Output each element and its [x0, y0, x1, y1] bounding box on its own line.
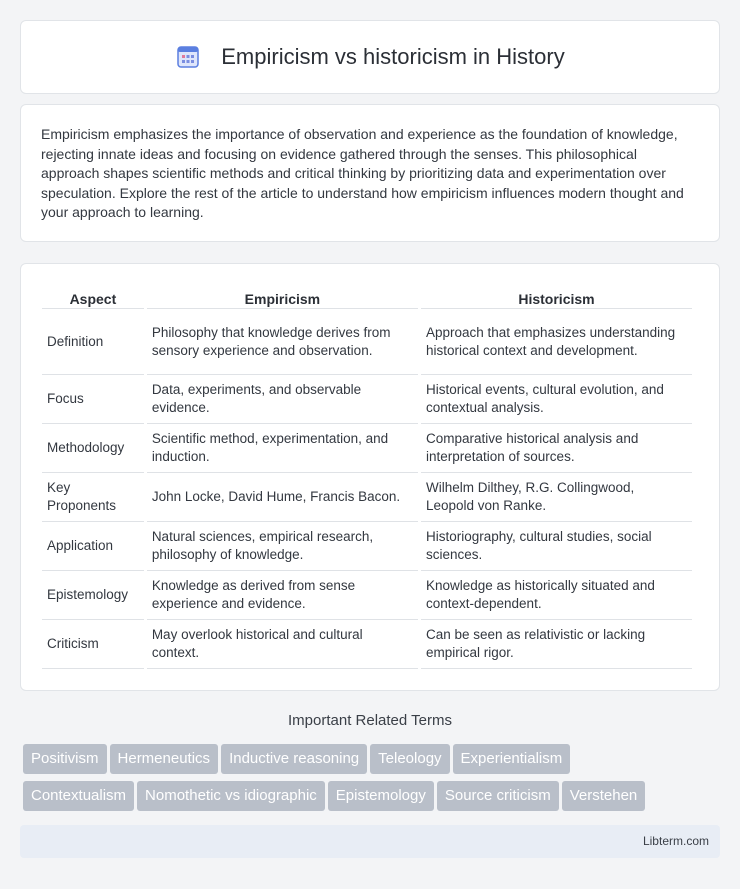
- row-aspect: Definition: [42, 309, 144, 375]
- related-terms-list: [23, 744, 723, 818]
- intro-text: Empiricism emphasizes the importance of observation and experience as the foundation of knowledge, rejecting innate ideas and focusing on evidence gathered through the senses. This philosophical approach shapes scientific methods and critical thinking by prioritizing data and experimentation over speculation. Explore the rest of the article to understand how empiricism influences modern thought and your approach to learning.: [41, 126, 684, 220]
- term-tag[interactable]: Source criticism: [437, 781, 559, 811]
- row-aspect: Application: [42, 522, 144, 571]
- intro-card: [20, 104, 720, 242]
- term-tag[interactable]: Contextualism: [23, 781, 134, 811]
- footer: [20, 825, 720, 858]
- table-row: [42, 473, 692, 522]
- term-tag[interactable]: Experientialism: [453, 744, 571, 774]
- page-title: Empiricism vs historicism in History: [221, 44, 565, 69]
- row-empiricism: Philosophy that knowledge derives from sensory experience and observation.: [147, 309, 418, 375]
- row-empiricism: John Locke, David Hume, Francis Bacon.: [147, 473, 418, 522]
- row-empiricism: Data, experiments, and observable evidence.: [147, 375, 418, 424]
- term-tag[interactable]: Nomothetic vs idiographic: [137, 781, 325, 811]
- table-row: [42, 424, 692, 473]
- term-tag[interactable]: Verstehen: [562, 781, 646, 811]
- table-row: [42, 375, 692, 424]
- row-historicism: Approach that emphasizes understanding historical context and development.: [421, 309, 692, 375]
- comparison-table: [39, 284, 695, 669]
- term-tag[interactable]: Epistemology: [328, 781, 434, 811]
- row-empiricism: Scientific method, experimentation, and induction.: [147, 424, 418, 473]
- row-aspect: Key Proponents: [42, 473, 144, 522]
- related-terms-title: Important Related Terms: [288, 712, 452, 729]
- term-tag[interactable]: Teleology: [370, 744, 449, 774]
- calendar-icon: [175, 44, 201, 70]
- row-empiricism: Knowledge as derived from sense experience and evidence.: [147, 571, 418, 620]
- row-historicism: Historiography, cultural studies, social sciences.: [421, 522, 692, 571]
- row-aspect: Epistemology: [42, 571, 144, 620]
- footer-site-link[interactable]: Libterm.com: [642, 834, 709, 848]
- header-empiricism: Empiricism: [147, 284, 418, 309]
- table-row: [42, 522, 692, 571]
- term-tag[interactable]: Hermeneutics: [110, 744, 219, 774]
- table-row: [42, 620, 692, 669]
- comparison-card: [20, 263, 720, 691]
- row-empiricism: May overlook historical and cultural context.: [147, 620, 418, 669]
- header-historicism: Historicism: [421, 284, 692, 309]
- row-historicism: Wilhelm Dilthey, R.G. Collingwood, Leopold von Ranke.: [421, 473, 692, 522]
- row-aspect: Methodology: [42, 424, 144, 473]
- row-historicism: Knowledge as historically situated and context-dependent.: [421, 571, 692, 620]
- row-empiricism: Natural sciences, empirical research, philosophy of knowledge.: [147, 522, 418, 571]
- header-card: [20, 20, 720, 94]
- row-historicism: Can be seen as relativistic or lacking empirical rigor.: [421, 620, 692, 669]
- term-tag[interactable]: Inductive reasoning: [221, 744, 367, 774]
- row-aspect: Focus: [42, 375, 144, 424]
- row-historicism: Historical events, cultural evolution, and contextual analysis.: [421, 375, 692, 424]
- table-header-row: [42, 284, 692, 309]
- table-row: [42, 571, 692, 620]
- header-aspect: Aspect: [42, 284, 144, 309]
- row-historicism: Comparative historical analysis and interpretation of sources.: [421, 424, 692, 473]
- table-row: [42, 309, 692, 375]
- row-aspect: Criticism: [42, 620, 144, 669]
- term-tag[interactable]: Positivism: [23, 744, 107, 774]
